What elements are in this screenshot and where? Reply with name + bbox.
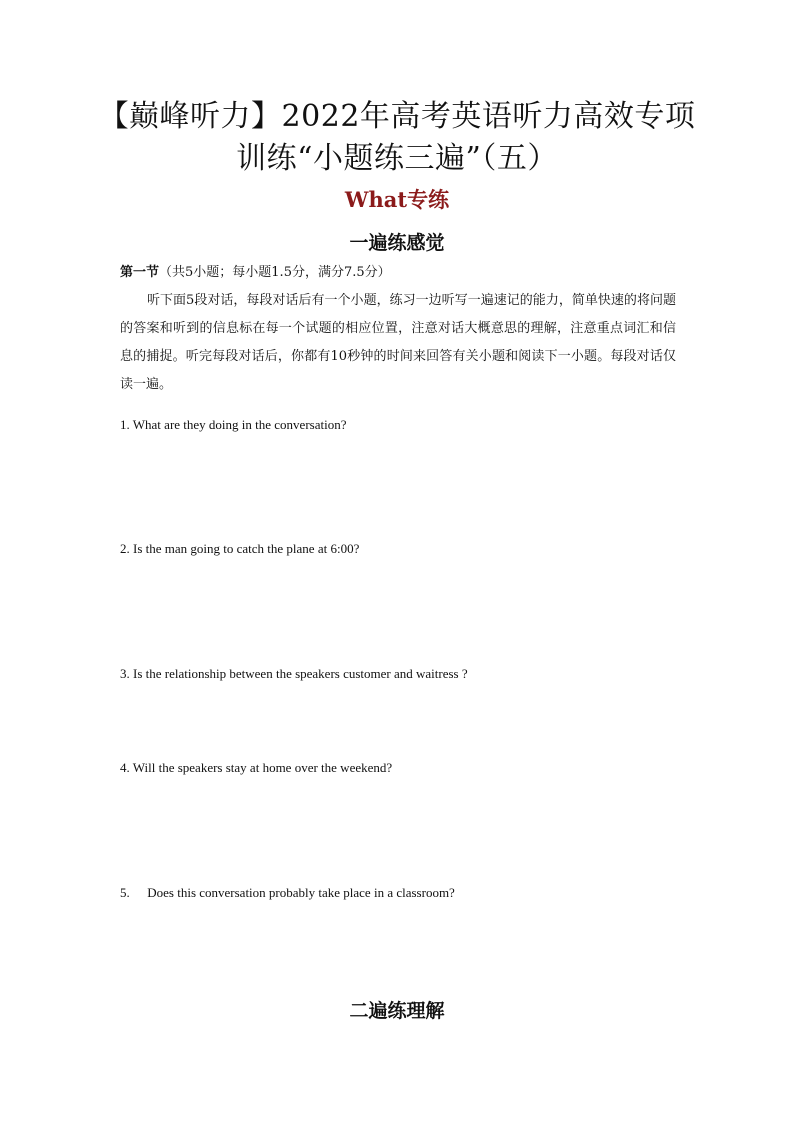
question-number: 2. <box>120 541 130 556</box>
question-2 <box>120 540 359 558</box>
question-1 <box>120 416 346 434</box>
question-text: Is the relationship between the speakers customer and waitress ? <box>133 666 468 681</box>
question-text: What are they doing in the conversation? <box>132 417 347 432</box>
question-3 <box>120 665 468 683</box>
section-heading-first-pass: 一遍练感觉 <box>349 232 445 254</box>
question-text: Will the speakers stay at home over the weekend? <box>132 760 393 775</box>
question-text: Does this conversation probably take place in a classroom? <box>147 885 455 900</box>
document-title-line-2: 训练“小题练三遍”（五） <box>236 141 558 176</box>
part-label <box>120 264 391 282</box>
question-number: 3. <box>120 666 130 681</box>
part-label-scoring: （共5小题；每小题1.5分，满分7.5分） <box>159 265 391 280</box>
question-4 <box>120 759 392 777</box>
part-label-title: 第一节 <box>120 265 160 280</box>
instructions-paragraph: 听下面5段对话，每段对话后有一个小题，练习一边听写一遍速记的能力，简单快速的将问题的答案和听到的信息标在每一个试题的相应位置，注意对话大概意思的理解，注意重点词汇和信息的捕捉。听完每段对话后，你都有10秒钟的时间来回答有关小题和阅读下一小题。每段对话仅读一遍。 <box>120 293 676 392</box>
question-number: 5. <box>120 885 130 900</box>
document-title-line-1: 【巅峰听力】2022年高考英语听力高效专项 <box>98 99 696 134</box>
document-subtitle: What专练 <box>344 187 450 212</box>
section-heading-second-pass: 二遍练理解 <box>349 1000 445 1022</box>
question-text: Is the man going to catch the plane at 6:00? <box>133 541 360 556</box>
question-5 <box>120 884 455 902</box>
question-number: 1. <box>120 417 130 432</box>
question-number: 4. <box>120 760 130 775</box>
